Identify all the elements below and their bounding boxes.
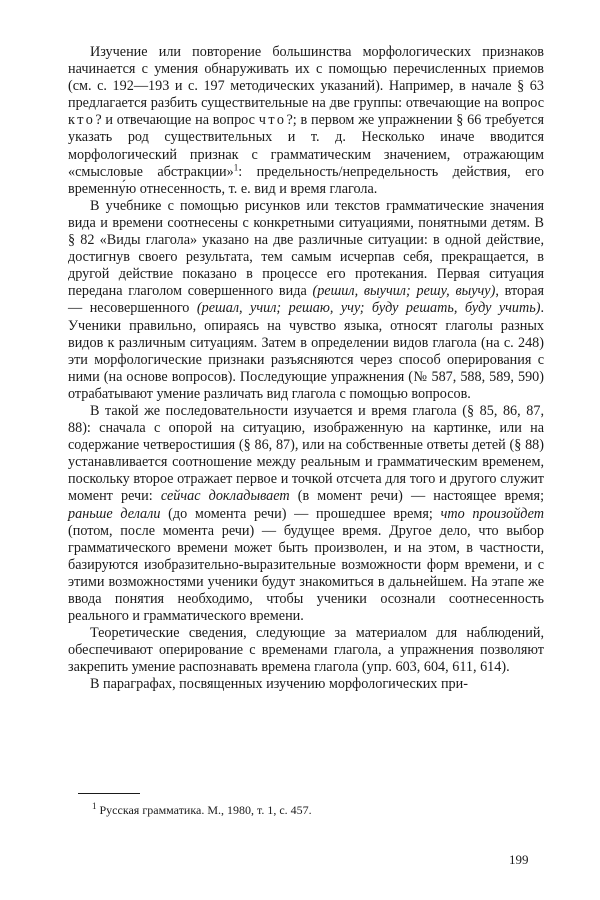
italic-example: раньше делали — [68, 505, 161, 522]
paragraph: В параграфах, посвященных изучению морфологических при- — [90, 676, 468, 693]
paragraph: Изучение или повторение большинства морфологических признаков начинается с умения обнаруживать их с помощью перечисленных приемов (см. с. 192—193 и с. 197 методических указаний). Например, в начале § 63 предлагается разбить существительные на две группы: отвечающие на вопрос кто? и отвечающие на вопрос что?; в первом же упражнении § 66 требуется указать род существительных и т. д. Несколько иначе вводится морфологический признак с грамматическим значением, отражающим «смысловые абстракции»$^1$: предельность/непредельность действия, его временну́ю отнесенность, т. е. вид и время глагола. — [68, 44, 544, 197]
paragraph: В учебнике с помощью рисунков или текстов грамматические значения вида и времени соотнесены с конкретными ситуациями, понятными детям. В § 82 «Виды глагола» указано на две различные ситуации: в одной действие, достигнув своего результата, тем самым исчерпав себя, прекращается, в другой действие показано в процессе его протекания. Первая ситуация передана глаголом совершенного вида (решил, выучил; решу, выучу), вторая — несовершенного (решал, учил; решаю, учу; буду решать, буду учить). Ученики правильно, опираясь на чувство языка, относят глаголы разных видов к различным ситуациям. Затем в определении видов глагола (на с. 248) эти морфологические признаки разъясняются через способ оперирования с ними (на основе вопросов). Последующие упражнения (№ 587, 588, 589, 590) отрабатывают умение различать вид глагола с помощью вопросов. — [68, 197, 545, 402]
spaced-word: кто — [68, 112, 96, 129]
page-number: 199 — [509, 852, 529, 867]
italic-example: что произойдет — [440, 505, 544, 522]
main-text — [68, 44, 544, 694]
footnote-number: 1 — [92, 801, 97, 811]
italic-example: (решил, выучил; решу, выучу) — [312, 283, 496, 300]
footnote-divider — [78, 793, 140, 794]
italic-example: (решал, учил; решаю, учу; буду решать, буду учить) — [196, 300, 541, 317]
footnote-marker: 1 — [233, 161, 239, 172]
italic-example: сейчас докладывает — [160, 488, 290, 505]
footnote — [92, 803, 532, 817]
spaced-word: что — [258, 112, 287, 129]
paragraph: В такой же последовательности изучается и время глагола (§ 85, 86, 87, 88): сначала с опорой на ситуацию, изображенную на картинке, или на содержание четверостишия (§ 86, 87), или на собственные ответы детей (§ 88) устанавливается соотношение между реальным и грамматическим временем, поскольку второе отражает первое и точкой отсчета для того и другого служит момент речи: сейчас докладывает (в момент речи) — настоящее время; раньше делали (до момента речи) — прошедшее время; что произойдет (потом, после момента речи) — будущее время. Другое дело, что выбор грамматического времени может быть произволен, и на этом, в частности, базируются изобразительно-выразительные возможности форм времени, и с этими возможностями ученики будут знакомиться в дальнейшем. На этапе же ввода понятия необходимо, чтобы ученики осознали соотнесенность реального и грамматического времени. — [68, 402, 545, 625]
footnote-text: Русская грамматика. М., 1980, т. 1, с. 457. — [96, 803, 312, 817]
paragraph: Теоретические сведения, следующие за материалом для наблюдений, обеспечивают оперирование с временами глагола, а упражнения позволяют закрепить умение распознавать времена глагола (упр. 603, 604, 611, 614). — [68, 625, 544, 676]
